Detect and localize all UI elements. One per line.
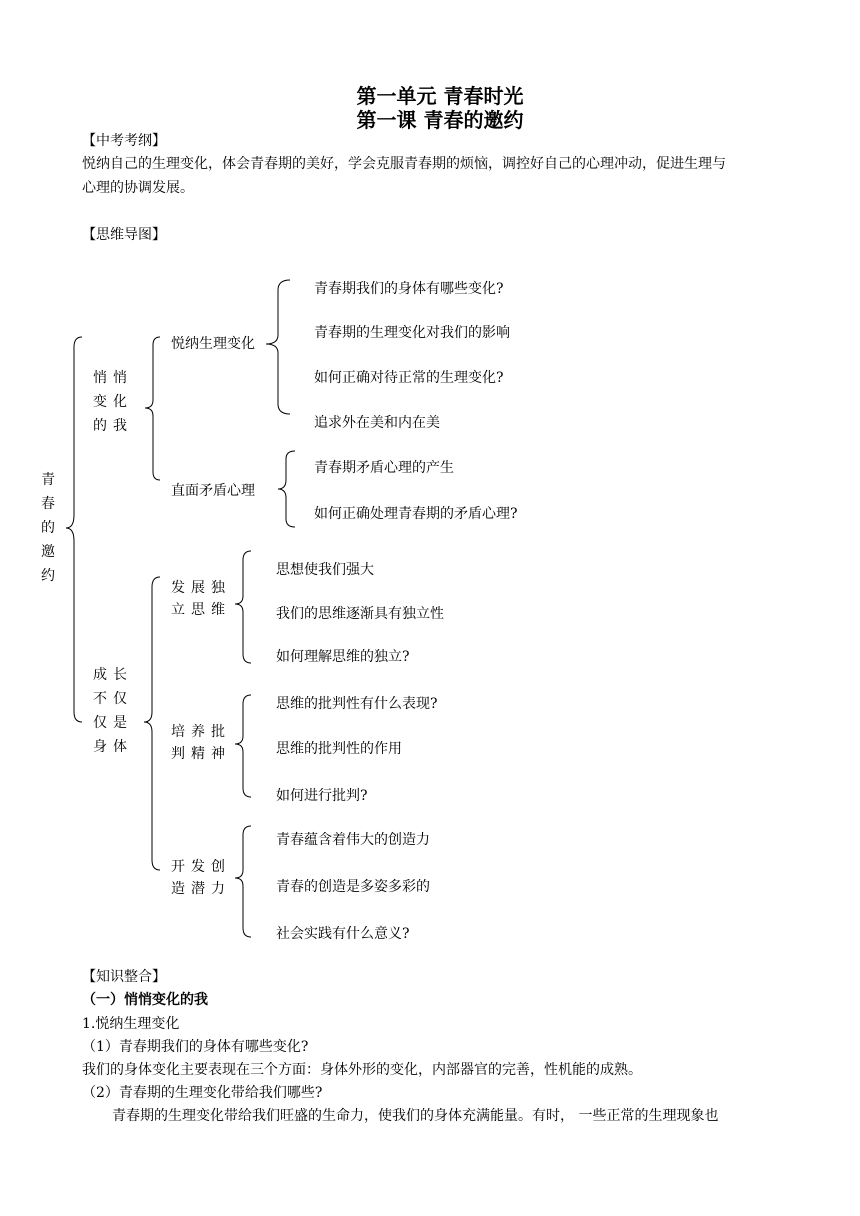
answer2: 青春期的生理变化带给我们旺盛的生命力，使我们的身体充满能量。有时， 一些正常的生理现象也 xyxy=(112,1108,719,1124)
contradict-item-1: 青春期矛盾心理的产生 xyxy=(314,460,454,476)
sub-create-brace xyxy=(235,826,251,937)
accept-item-1: 青春期我们的身体有哪些变化? xyxy=(314,281,504,297)
exam-outline-line1: 悦纳自己的生理变化，体会青春期的美好，学会克服青春期的烦恼，调控好自己的心理冲动，促进生理与 xyxy=(82,156,726,172)
accept-item-4: 追求外在美和内在美 xyxy=(314,415,440,431)
answer1: 我们的身体变化主要表现在三个方面：身体外形的变化，内部器官的完善，性机能的成熟。 xyxy=(82,1062,642,1078)
think-item-2: 我们的思维逐渐具有独立性 xyxy=(276,606,444,622)
unit-title: 第一单元 青春时光 xyxy=(356,84,524,108)
exam-outline-heading: 【中考考纲】 xyxy=(82,133,166,149)
contradict-item-2: 如何正确处理青春期的矛盾心理? xyxy=(314,506,518,522)
create-item-2: 青春的创造是多姿多彩的 xyxy=(276,879,430,895)
accept-item-2: 青春期的生理变化对我们的影响 xyxy=(314,325,510,341)
knowledge-heading: 【知识整合】 xyxy=(82,969,166,985)
point1-heading: 1.悦纳生理变化 xyxy=(82,1016,180,1032)
sub-contradict-brace xyxy=(278,451,295,527)
critical-item-2: 思维的批判性的作用 xyxy=(276,741,402,757)
critical-item-1: 思维的批判性有什么表现? xyxy=(276,696,438,712)
accept-item-3: 如何正确对待正常的生理变化? xyxy=(314,370,504,386)
critical-item-3: 如何进行批判? xyxy=(276,788,368,804)
question1: （1）青春期我们的身体有哪些变化? xyxy=(82,1039,309,1055)
branch1-brace xyxy=(145,337,160,480)
root-label: 青春的邀约 xyxy=(41,472,55,584)
create-item-1: 青春蕴含着伟大的创造力 xyxy=(276,832,430,848)
create-item-3: 社会实践有什么意义? xyxy=(276,926,410,942)
exam-outline-line2: 心理的协调发展。 xyxy=(82,180,194,196)
mind-map-heading: 【思维导图】 xyxy=(82,227,166,243)
root-brace xyxy=(66,337,82,722)
sub-critical-brace xyxy=(235,695,251,797)
branch2-label: 成长不仅仅是身体 xyxy=(93,667,133,755)
question2: （2）青春期的生理变化带给我们哪些? xyxy=(82,1085,323,1101)
sub-create-label: 开发创造潜力 xyxy=(171,859,231,897)
think-item-1: 思想使我们强大 xyxy=(276,562,374,578)
section1-heading: （一）悄悄变化的我 xyxy=(82,992,208,1008)
sub-think-brace xyxy=(235,551,251,663)
sub-think-label: 发展独立思维 xyxy=(171,580,231,618)
branch1-label: 悄悄变化的我 xyxy=(93,370,133,434)
sub-accept-label: 悦纳生理变化 xyxy=(171,336,255,352)
sub-accept-brace xyxy=(266,280,290,414)
lesson-title: 第一课 青春的邀约 xyxy=(356,108,524,132)
sub-critical-label: 培养批判精神 xyxy=(171,724,231,762)
think-item-3: 如何理解思维的独立? xyxy=(276,649,410,665)
sub-contradict-label: 直面矛盾心理 xyxy=(171,483,255,499)
branch2-brace xyxy=(144,577,160,870)
